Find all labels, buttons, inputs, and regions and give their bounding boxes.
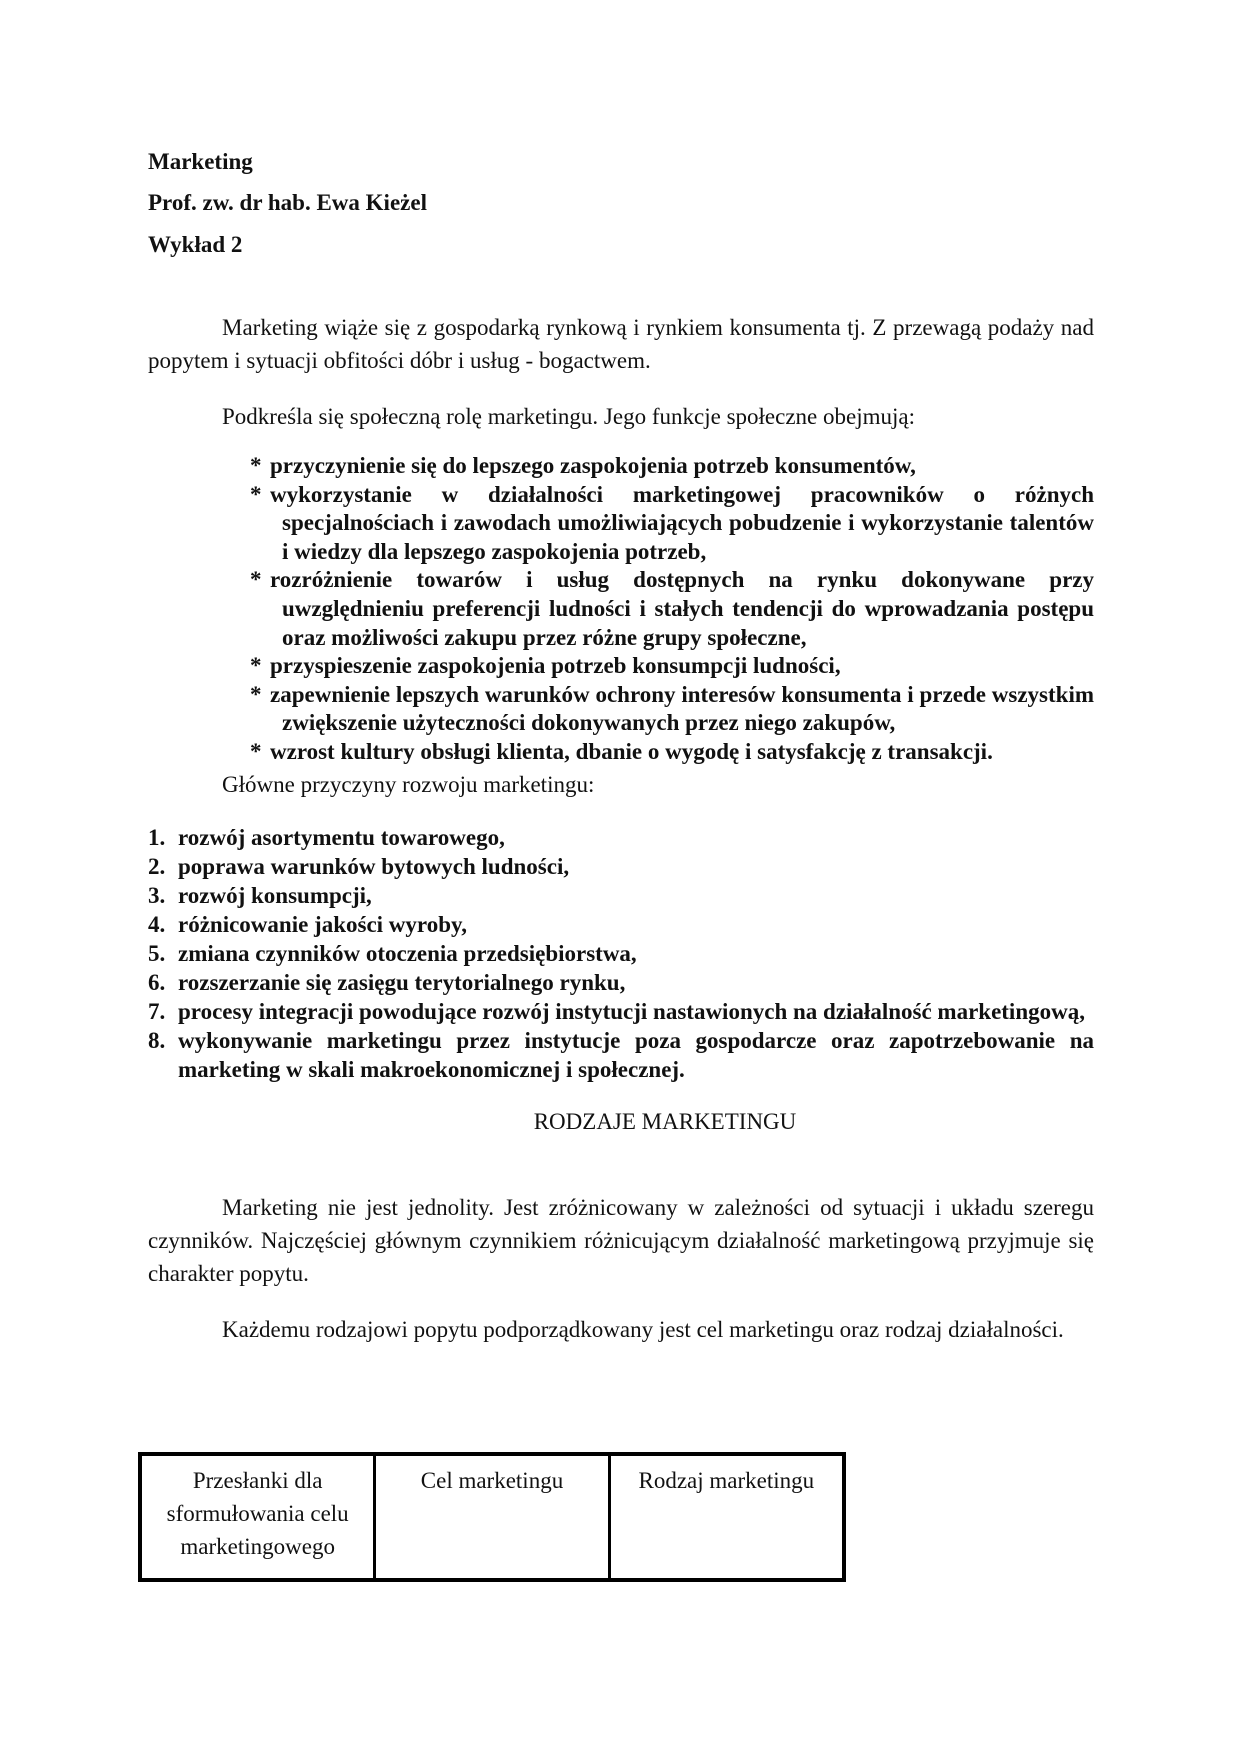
list-item-text: przyspieszenie zaspokojenia potrzeb konsumpcji ludności, (270, 653, 841, 679)
bullet-star: * (250, 567, 262, 593)
table-header-cell: Cel marketingu (375, 1454, 609, 1580)
list-item (148, 852, 1094, 881)
table-header-cell: Rodzaj marketingu (609, 1454, 844, 1580)
list-item (148, 823, 1094, 852)
causes-list (148, 823, 1094, 1084)
intro-paragraph: Marketing wiąże się z gospodarką rynkową i rynkiem konsumenta tj. Z przewagą podaży nad popytem i sytuacji obfitości dóbr i usług - bogactwem. (148, 315, 1094, 373)
document-title: Marketing (148, 149, 253, 174)
list-number: 6. (148, 970, 166, 995)
list-item (148, 997, 1094, 1026)
list-item-text: wykorzystanie w działalności marketingowej pracowników o różnych specjalnościach i zawodach umożliwiających pobudzenie i wykorzystanie talentów i wiedzy dla lepszego zaspokojenia potrzeb, (270, 481, 1094, 564)
list-number: 5. (148, 941, 166, 966)
list-item-text: rozwój asortymentu towarowego, (178, 825, 505, 850)
list-item-text: procesy integracji powodujące rozwój instytucji nastawionych na działalność marketingową, (178, 999, 1085, 1024)
lecture-number: Wykład 2 (148, 232, 243, 257)
bullet-star: * (250, 481, 262, 507)
demand-paragraph: Każdemu rodzajowi popytu podporządkowany jest cel marketingu oraz rodzaj działalności. (222, 1317, 1064, 1342)
types-paragraph: Marketing nie jest jednolity. Jest zróżnicowany w zależności od sytuacji i układu szeregu czynników. Najczęściej głównym czynnikiem różnicującym działalność marketingową przyjmuje się charakter popytu. (148, 1195, 1094, 1286)
list-item (148, 881, 1094, 910)
list-item (148, 1026, 1094, 1084)
list-item (148, 939, 1094, 968)
list-item (148, 652, 1094, 681)
list-number: 3. (148, 883, 166, 908)
list-number: 4. (148, 912, 166, 937)
causes-heading: Główne przyczyny rozwoju marketingu: (222, 772, 595, 797)
list-item-text: rozwój konsumpcji, (178, 883, 372, 908)
section-title: RODZAJE MARKETINGU (533, 1109, 797, 1134)
list-item-text: zmiana czynników otoczenia przedsiębiorstwa, (178, 941, 637, 966)
list-item-text: przyczynienie się do lepszego zaspokojenia potrzeb konsumentów, (270, 453, 916, 478)
list-number: 8. (148, 1028, 166, 1053)
document-author: Prof. zw. dr hab. Ewa Kieżel (148, 190, 427, 215)
bullet-star: * (250, 681, 262, 707)
list-item-text: różnicowanie jakości wyroby, (178, 912, 467, 937)
list-item-text: zapewnienie lepszych warunków ochrony interesów konsumenta i przede wszystkim zwiększenie użyteczności dokonywanych przez niego zakupów, (270, 681, 1094, 736)
bullet-star: * (250, 738, 262, 764)
list-item (148, 481, 1094, 567)
list-item (148, 968, 1094, 997)
list-item-text: wzrost kultury obsługi klienta, dbanie o wygodę i satysfakcję z transakcji. (270, 738, 993, 764)
marketing-types-table (138, 1452, 846, 1582)
list-item-text: wykonywanie marketingu przez instytucje poza gospodarcze oraz zapotrzebowanie na marketing w skali makroekonomicznej i społecznej. (178, 1028, 1094, 1082)
table-row (140, 1454, 844, 1580)
list-number: 7. (148, 999, 166, 1024)
social-role-paragraph: Podkreśla się społeczną rolę marketingu. Jego funkcje społeczne obejmują: (222, 404, 915, 429)
list-item (148, 738, 1094, 767)
social-functions-list (148, 452, 1094, 767)
bullet-star: * (250, 453, 262, 478)
list-item (148, 681, 1094, 738)
list-item (148, 566, 1094, 652)
list-number: 1. (148, 825, 166, 850)
list-item-text: rozróżnienie towarów i usług dostępnych na rynku dokonywane przy uwzględnieniu preferencji ludności i stałych tendencji do wprowadzania postępu oraz możliwości zakupu przez różne grupy społeczne, (270, 567, 1094, 650)
list-item (148, 452, 1094, 481)
table-header-cell: Przesłanki dla sformułowania celu marketingowego (140, 1454, 375, 1580)
list-number: 2. (148, 854, 166, 879)
list-item (148, 910, 1094, 939)
list-item-text: poprawa warunków bytowych ludności, (178, 854, 570, 879)
list-item-text: rozszerzanie się zasięgu terytorialnego rynku, (178, 970, 626, 995)
bullet-star: * (250, 653, 262, 679)
